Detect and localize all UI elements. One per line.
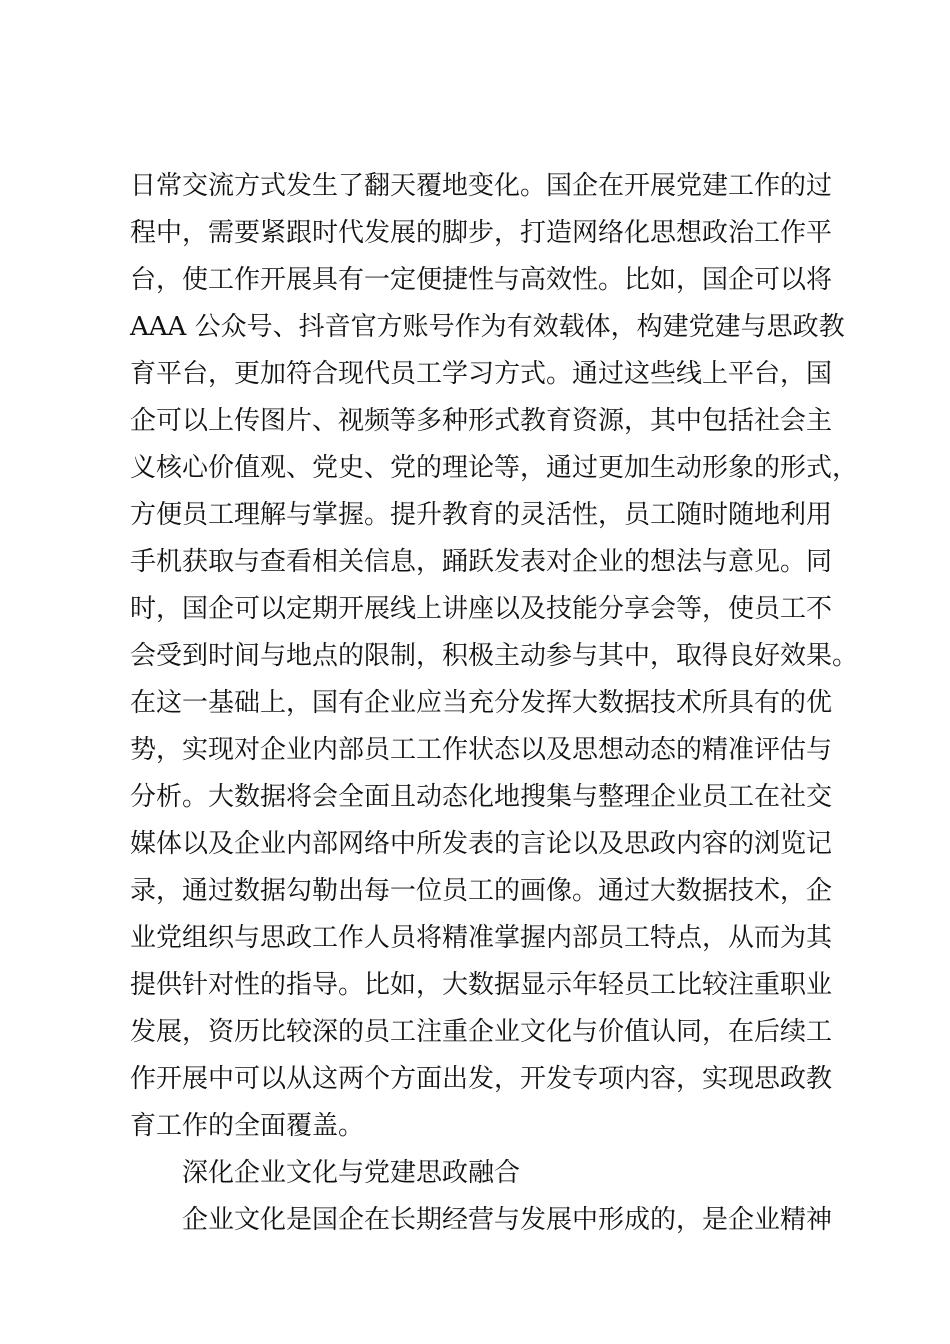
text-line: 程中，需要紧跟时代发展的脚步，打造网络化思想政治工作平 — [130, 218, 833, 248]
text-line: 企可以上传图片、视频等多种形式教育资源，其中包括社会主 — [130, 406, 833, 436]
section-heading: 深化企业文化与党建思政融合 — [182, 1158, 521, 1188]
text-line: 作开展中可以从这两个方面出发，开发专项内容，实现思政教 — [130, 1064, 833, 1094]
text-line: 分析。大数据将会全面且动态化地搜集与整理企业员工在社交 — [130, 782, 833, 812]
text-line: 会受到时间与地点的限制，积极主动参与其中，取得良好效果。 — [130, 641, 859, 671]
paragraph-first-line: 企业文化是国企在长期经营与发展中形成的，是企业精神 — [182, 1205, 833, 1235]
text-line: 手机获取与查看相关信息，踊跃发表对企业的想法与意见。同 — [130, 547, 833, 577]
text-line: 台，使工作开展具有一定便捷性与高效性。比如，国企可以将 — [130, 265, 833, 295]
text-line: AAA 公众号、抖音官方账号作为有效载体，构建党建与思政教 — [130, 312, 845, 342]
text-line: 方便员工理解与掌握。提升教育的灵活性，员工随时随地利用 — [130, 500, 833, 530]
text-line: 势，实现对企业内部员工工作状态以及思想动态的精准评估与 — [130, 735, 833, 765]
text-line: 育工作的全面覆盖。 — [130, 1111, 365, 1141]
text-line: 提供针对性的指导。比如，大数据显示年轻员工比较注重职业 — [130, 970, 833, 1000]
text-line: 义核心价值观、党史、党的理论等，通过更加生动形象的形式， — [130, 453, 859, 483]
text-line: 在这一基础上，国有企业应当充分发挥大数据技术所具有的优 — [130, 688, 833, 718]
text-line: 媒体以及企业内部网络中所发表的言论以及思政内容的浏览记 — [130, 829, 833, 859]
text-line: 录，通过数据勾勒出每一位员工的画像。通过大数据技术，企 — [130, 876, 833, 906]
text-line: 日常交流方式发生了翻天覆地变化。国企在开展党建工作的过 — [130, 171, 833, 201]
text-line: 育平台，更加符合现代员工学习方式。通过这些线上平台，国 — [130, 359, 833, 389]
body-text — [130, 163, 859, 1244]
text-line: 时，国企可以定期开展线上讲座以及技能分享会等，使员工不 — [130, 594, 833, 624]
text-line: 业党组织与思政工作人员将精准掌握内部员工特点，从而为其 — [130, 923, 833, 953]
text-line: 发展，资历比较深的员工注重企业文化与价值认同，在后续工 — [130, 1017, 833, 1047]
